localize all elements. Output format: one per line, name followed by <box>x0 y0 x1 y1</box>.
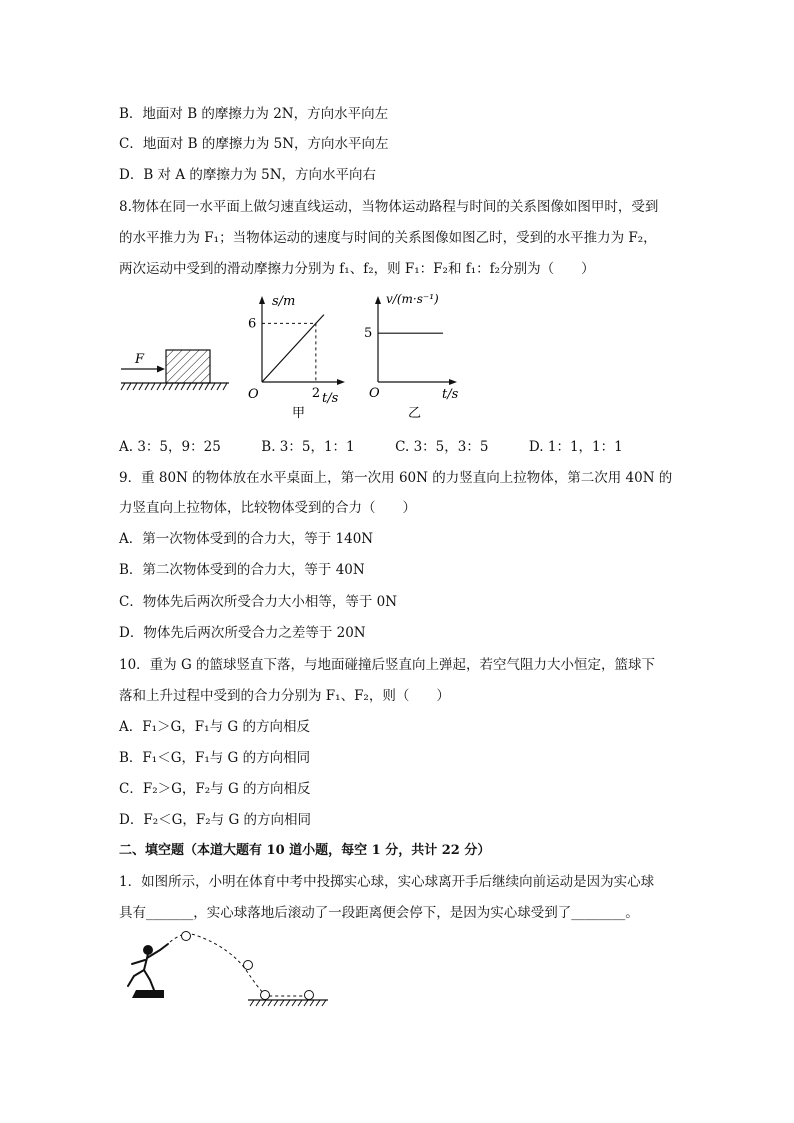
chart-jia <box>240 285 360 420</box>
y-axis-arrow <box>375 296 381 304</box>
question-10-line-2: 落和上升过程中受到的合力分别为 F₁、F₂，则（ ） <box>119 688 450 704</box>
ball-position-3 <box>261 991 270 1000</box>
trajectory-dashed-line <box>170 934 308 996</box>
option-c-q7: C．地面对 B 的摩擦力为 5N，方向水平向左 <box>119 136 389 152</box>
origin-label: O <box>369 386 380 401</box>
ball-position-4 <box>305 991 314 1000</box>
y-axis-label: v/(m·s⁻¹) <box>386 292 439 306</box>
option-a-q10: A．F₁＞G，F₁与 G 的方向相反 <box>119 719 310 735</box>
force-label: F <box>135 352 145 367</box>
option-b-q7: B．地面对 B 的摩擦力为 2N，方向水平向左 <box>119 106 389 122</box>
block-force-figure <box>119 345 231 395</box>
x-axis-arrow <box>337 379 345 385</box>
ball-position-2 <box>244 961 253 970</box>
chart-title: 甲 <box>292 406 306 420</box>
x-axis-label: t/s <box>442 387 459 402</box>
origin-label: O <box>248 387 259 402</box>
x-tick-label: 2 <box>311 386 321 401</box>
fill-question-1-line-1: 1．如图所示，小明在体育中考中投掷实心球，实心球离开手后继续向前运动是因为实心球 <box>119 874 655 890</box>
y-tick-label: 6 <box>248 316 257 332</box>
option-c-q10: C．F₂＞G，F₂与 G 的方向相反 <box>119 781 311 797</box>
chart-title: 乙 <box>408 406 422 420</box>
thrower-icon <box>128 944 168 990</box>
y-axis-arrow <box>259 296 265 304</box>
question-8-options: A. 3：5，9：25 B. 3：5，1：1 C. 3：5，3：5 D. 1：1，1：1 <box>119 439 623 455</box>
question-8-line-1: 8.物体在同一水平面上做匀速直线运动，当物体运动路程与时间的关系图像如图甲时，受到 <box>119 199 659 215</box>
question-10-line-1: 10．重为 G 的篮球竖直下落，与地面碰撞后竖直向上弹起，若空气阻力大小恒定，篮球下 <box>119 657 656 673</box>
section-heading-fill-in: 二、填空题（本道大题有 10 道小题，每空 1 分，共计 22 分） <box>119 843 491 858</box>
x-axis-arrow <box>449 379 457 385</box>
question-9-line-2: 力竖直向上拉物体，比较物体受到的合力（ ） <box>119 500 416 516</box>
question-9-line-1: 9．重 80N 的物体放在水平桌面上，第一次用 60N 的力竖直向上拉物体，第二次用 40N 的 <box>119 470 673 486</box>
ground-hatching <box>250 1000 326 1006</box>
option-c-q9: C．物体先后两次所受合力大小相等，等于 0N <box>119 594 398 610</box>
question-8-line-3: 两次运动中受到的滑动摩擦力分别为 f₁、f₂，则 F₁：F₂和 f₁：f₂分别为（ ） <box>119 261 595 277</box>
option-b-q10: B．F₁＜G，F₁与 G 的方向相同 <box>119 750 311 766</box>
option-d-q7: D．B 对 A 的摩擦力为 5N，方向水平向右 <box>119 167 377 183</box>
throwing-circle-base <box>132 990 164 998</box>
y-tick-label: 5 <box>364 326 373 342</box>
ball-position-1 <box>182 932 191 941</box>
option-a-q9: A．第一次物体受到的合力大，等于 140N <box>119 531 374 547</box>
fill-question-1-line-2: 具有_______，实心球落地后滚动了一段距离便会停下，是因为实心球受到了________。 <box>119 905 639 921</box>
x-axis-label: t/s <box>322 391 339 406</box>
shot-put-figure <box>118 928 333 1010</box>
chart-yi <box>358 285 473 420</box>
question-8-line-2: 的水平推力为 F₁；当物体运动的速度与时间的关系图像如图乙时，受到的水平推力为 F₂， <box>119 230 657 246</box>
ground-hatching <box>121 383 227 390</box>
force-arrow-head <box>157 366 165 373</box>
y-axis-label: s/m <box>272 294 296 309</box>
option-b-q9: B．第二次物体受到的合力大，等于 40N <box>119 562 365 578</box>
option-d-q9: D．物体先后两次所受合力之差等于 20N <box>119 625 366 641</box>
hatched-block <box>166 350 210 383</box>
option-d-q10: D．F₂＜G，F₂与 G 的方向相同 <box>119 812 312 828</box>
series-line-0 <box>262 315 324 382</box>
